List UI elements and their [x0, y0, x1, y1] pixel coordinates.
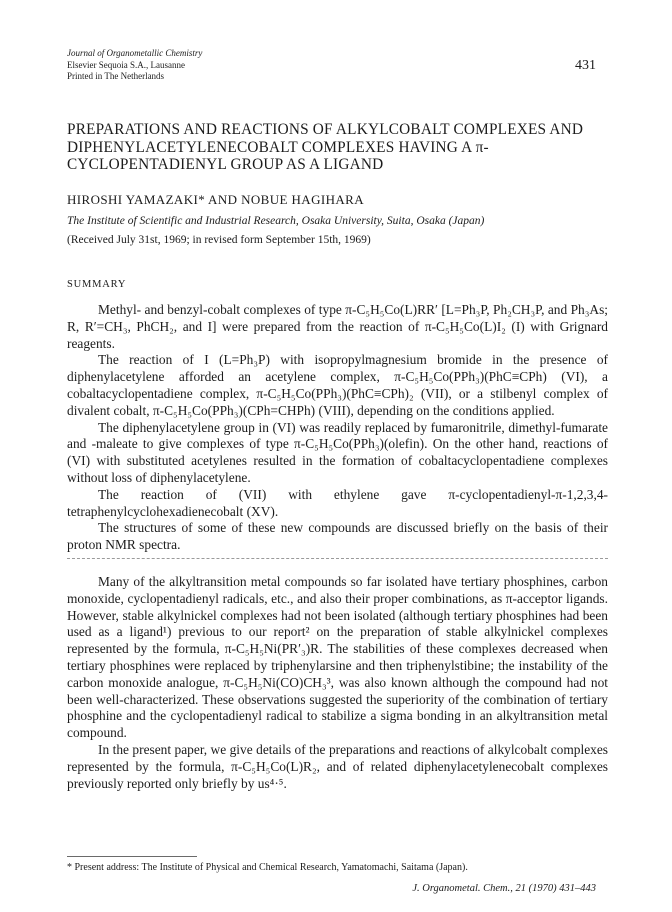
summary-paragraph: Methyl- and benzyl-cobalt complexes of type π-C₅H₅Co(L)RR′ [L=Ph₃P, Ph₂CH₃P, and Ph₃As; R, R′=CH₃, PhCH₂, and I] were prepared from the reaction of π-C₅H₅Co(L)I₂ (I) with Grignard reagents. [67, 302, 608, 351]
received-date: (Received July 31st, 1969; in revised form September 15th, 1969) [67, 234, 371, 246]
journal-name: Journal of Organometallic Chemistry [67, 48, 203, 58]
author-affiliation: The Institute of Scientific and Industrial Research, Osaka University, Suita, Osaka (Japan) [67, 215, 485, 227]
publisher-line: Elsevier Sequoia S.A., Lausanne [67, 59, 185, 70]
journal-header [67, 48, 202, 83]
summary-paragraph: The structures of some of these new compounds are discussed briefly on the basis of their proton NMR spectra. [67, 520, 608, 553]
footnote-rule [67, 856, 197, 857]
summary-section [67, 302, 608, 554]
summary-paragraph: The reaction of (VII) with ethylene gave π-cyclopentadienyl-π-1,2,3,4-tetraphenylcyclohexadienecobalt (XV). [67, 486, 608, 519]
introduction-section [67, 574, 608, 792]
footnote: * Present address: The Institute of Physical and Chemical Research, Yamatomachi, Saitama (Japan). [67, 862, 468, 873]
article-authors: HIROSHI YAMAZAKI* AND NOBUE HAGIHARA [67, 192, 365, 207]
page-number: 431 [575, 58, 596, 73]
article-title: PREPARATIONS AND REACTIONS OF ALKYLCOBALT COMPLEXES AND DIPHENYLACETYLENECOBALT COMPLEXES HAVING A π-CYCLOPENTADIENYL GROUP AS A LIGAND [67, 121, 584, 173]
body-paragraph: In the present paper, we give details of the preparations and reactions of alkylcobalt complexes represented by the formula, π-C₅H₅Co(L)R₂, and of related diphenylacetylenecobalt complexes previously reported only briefly by us⁴·⁵. [67, 741, 608, 791]
summary-paragraph: The reaction of I (L=Ph₃P) with isopropylmagnesium bromide in the presence of diphenylacetylene afforded an acetylene complex, π-C₅H₅Co(PPh₃)(PhC≡CPh) (VI), a cobaltacyclopentadiene complex, π-C₅H₅Co(PPh₃)(PhC≡CPh)₂ (VII), or a stilbenyl complex of divalent cobalt, π-C₅H₅Co(PPh₃)(CPh=CHPh) (VIII), depending on the conditions applied. [67, 352, 608, 418]
section-separator [67, 558, 608, 559]
summary-paragraph: The diphenylacetylene group in (VI) was readily replaced by fumaronitrile, dimethyl-fumarate and -maleate to give complexes of type π-C₅H₅Co(PPh₃)(olefin). On the other hand, reactions of (VI) with substituted acetylenes resulted in the formation of cobaltacyclopentadiene complexes without loss of diphenylacetylene. [67, 419, 608, 485]
summary-heading: SUMMARY [67, 279, 127, 290]
body-paragraph: Many of the alkyltransition metal compounds so far isolated have tertiary phosphines, carbon monoxide, cyclopentadienyl radicals, etc., and also their proper combinations, as π-acceptor ligands. However, stable alkylnickel complexes had not been isolated (although tertiary phosphines had been used as a ligand¹) previous to our report² on the preparation of stable alkylnickel complexes represented by the formula, π-C₅H₅Ni(PR′₃)R. The stabilities of these complexes decreased when tertiary phosphines were replaced by triphenylarsine and then triphenylstibine; the instability of the carbon monoxide analogue, π-C₅H₅Ni(CO)CH₃³, was also known although the compound had not been well-characterized. These observations suggested the superiority of the combination of tertiary phosphine and the cyclopentadienyl radical to stabilize a sigma bonding in an alkyltransition metal compound. [67, 574, 608, 741]
journal-citation: J. Organometal. Chem., 21 (1970) 431–443 [412, 883, 596, 894]
printed-line: Printed in The Netherlands [67, 71, 165, 81]
